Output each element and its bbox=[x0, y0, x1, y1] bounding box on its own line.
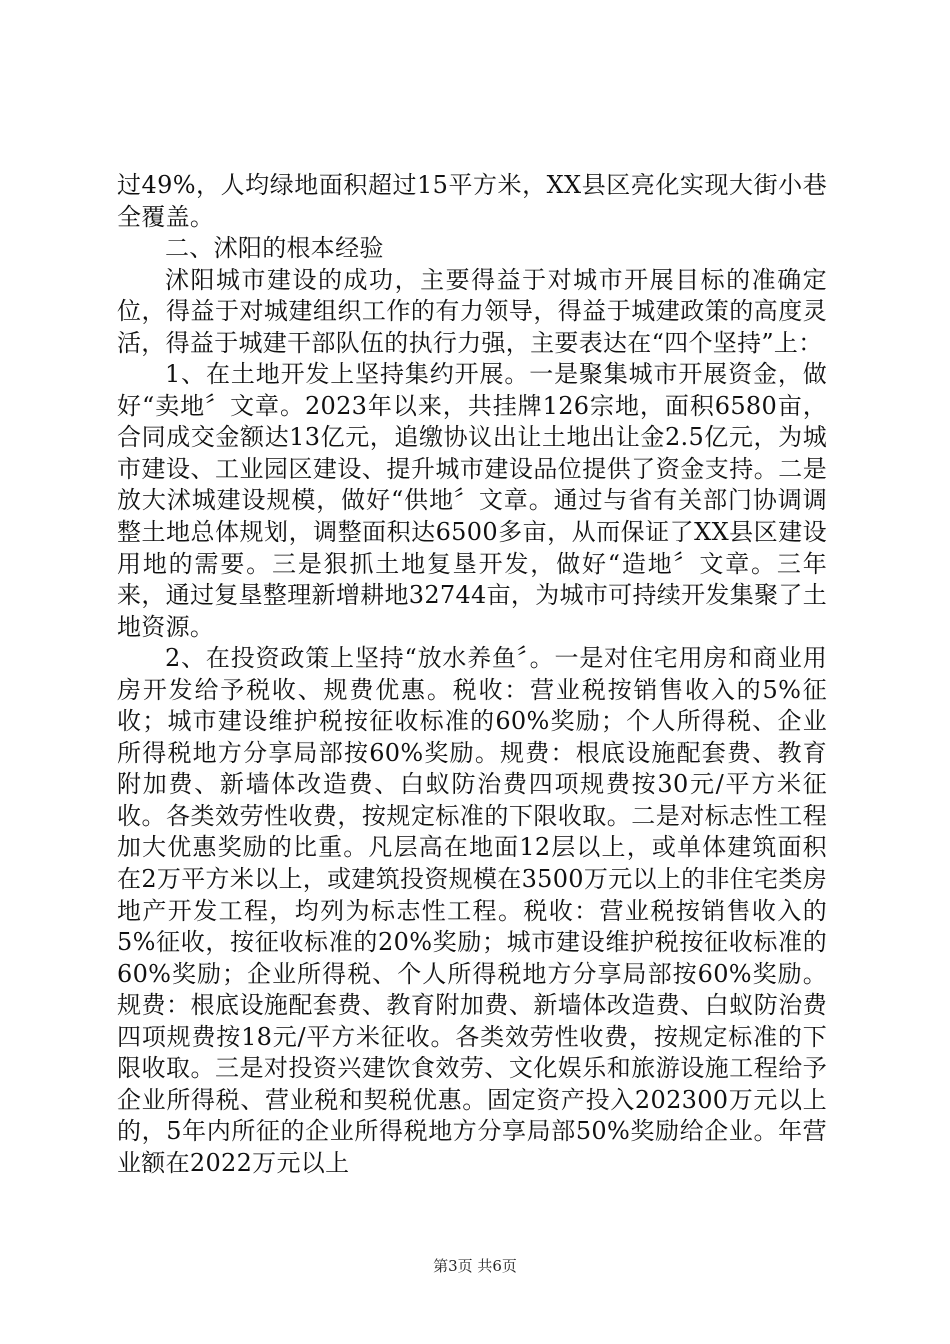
paragraph-continuation: 过49%，人均绿地面积超过15平方米，XX县区亮化实现大街小巷全覆盖。 bbox=[117, 171, 827, 231]
paragraph-intro: 沭阳城市建设的成功，主要得益于对城市开展目标的准确定位，得益于对城建组织工作的有力领导，得益于城建政策的高度灵活，得益于城建干部队伍的执行力强，主要表达在“四个坚持”上： bbox=[117, 265, 827, 357]
paragraph-land-development: 1、在土地开发上坚持集约开展。一是聚集城市开展资金，做好“卖地〞文章。2023年以来，共挂牌126宗地，面积6580亩，合同成交金额达13亿元，追缴协议出让土地出让金2.5亿元，为城市建设、工业园区建设、提升城市建设品位提供了资金支持。二是放大沭城建设规模，做好“供地〞文章。通过与省有关部门协调调整土地总体规划，调整面积达6500多亩，从而保证了XX县区建设用地的需要。三是狠抓土地复垦开发，做好“造地〞文章。三年来，通过复垦整理新增耕地32744亩，为城市可持续开发集聚了土地资源。 bbox=[117, 360, 827, 641]
body-text bbox=[117, 170, 827, 1180]
section-heading: 二、沭阳的根本经验 bbox=[165, 234, 384, 263]
paragraph-investment-policy: 2、在投资政策上坚持“放水养鱼〞。一是对住宅用房和商业用房开发给予税收、规费优惠。税收：营业税按销售收入的5%征收；城市建设维护税按征收标准的60%奖励；个人所得税、企业所得税地方分享局部按60%奖励。规费：根底设施配套费、教育附加费、新墙体改造费、白蚁防治费四项规费按30元/平方米征收。各类效劳性收费，按规定标准的下限收取。二是对标志性工程加大优惠奖励的比重。凡层高在地面12层以上，或单体建筑面积在2万平方米以上，或建筑投资规模在3500万元以上的非住宅类房地产开发工程，均列为标志性工程。税收：营业税按销售收入的5%征收，按征收标准的20%奖励；城市建设维护税按征收标准的60%奖励；企业所得税、个人所得税地方分享局部按60%奖励。规费：根底设施配套费、教育附加费、新墙体改造费、白蚁防治费四项规费按18元/平方米征收。各类效劳性收费，按规定标准的下限收取。三是对投资兴建饮食效劳、文化娱乐和旅游设施工程给予企业所得税、营业税和契税优惠。固定资产投入202300万元以上的，5年内所征的企业所得税地方分享局部50%奖励给企业。年营业额在2022万元以上 bbox=[117, 644, 827, 1177]
page-number-footer: 第3页 共6页 bbox=[433, 1257, 517, 1275]
